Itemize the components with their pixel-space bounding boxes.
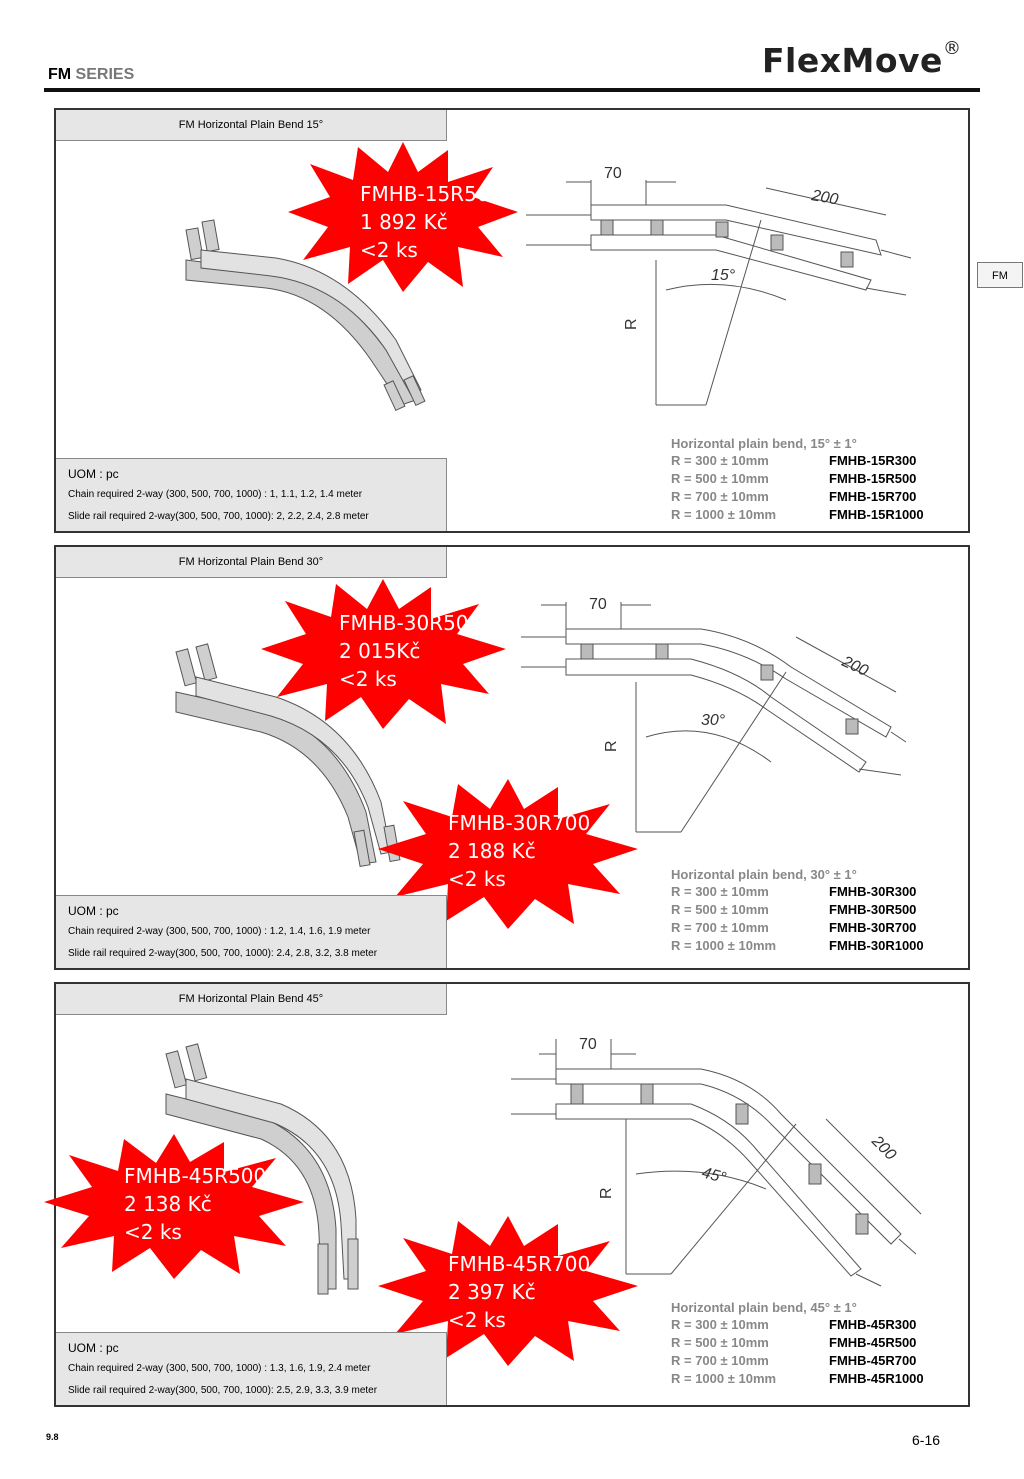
spec-row: [671, 938, 924, 956]
spec-code: FMHB-15R700: [829, 489, 917, 504]
slide-rail-required: Slide rail required 2-way(300, 500, 700, 1000): 2.4, 2.8, 3.2, 3.8 meter: [68, 948, 378, 959]
burst-code: FMHB-30R500: [339, 611, 482, 635]
uom-box: [56, 458, 447, 531]
burst-code: FMHB-15R500: [360, 182, 503, 206]
series-title: [48, 66, 134, 84]
spec-code: FMHB-15R500: [829, 471, 917, 486]
spec-table: [671, 436, 924, 525]
spec-code: FMHB-30R300: [829, 884, 917, 899]
brand-mark: ®: [942, 38, 962, 59]
page-number-left: 9.8: [46, 1432, 59, 1442]
spec-row: [671, 1353, 924, 1371]
brand-name: FlexMove: [762, 41, 943, 80]
uom-label: UOM : pc: [68, 467, 119, 481]
series-prefix: FM: [48, 66, 72, 83]
page-number-right: 6-16: [912, 1432, 941, 1448]
spec-row: [671, 920, 924, 938]
burst-price: 2 397 Kč: [448, 1280, 536, 1304]
spec-table: [671, 867, 924, 956]
header-rule: [44, 88, 980, 92]
uom-box: [56, 1332, 447, 1405]
chain-required: Chain required 2-way (300, 500, 700, 1000) : 1, 1.1, 1.2, 1.4 meter: [68, 489, 363, 500]
spec-radius: R = 300 ± 10mm: [671, 453, 769, 468]
spec-heading: Horizontal plain bend, 15° ± 1°: [671, 436, 857, 451]
dim-length: 200: [810, 187, 840, 209]
dim-angle: 15°: [711, 267, 736, 284]
spec-radius: R = 1000 ± 10mm: [671, 938, 777, 953]
brand-logo: [762, 38, 961, 80]
uom-label: UOM : pc: [68, 1341, 119, 1355]
burst-price: 2 188 Kč: [448, 839, 536, 863]
dimension-drawing-15: [526, 160, 926, 420]
panel-title: FM Horizontal Plain Bend 30°: [56, 547, 447, 578]
spec-code: FMHB-30R500: [829, 902, 917, 917]
dim-length: 200: [839, 653, 871, 680]
panel-bend-30: [54, 545, 970, 970]
spec-heading: Horizontal plain bend, 30° ± 1°: [671, 867, 857, 882]
burst-stock: <2 ks: [339, 667, 397, 691]
burst-code: FMHB-45R500: [124, 1164, 267, 1188]
panel-bend-45: [54, 982, 970, 1407]
spec-row: [671, 902, 924, 920]
spec-code: FMHB-15R1000: [829, 507, 924, 522]
panel-bend-15: [54, 108, 970, 533]
burst-code: FMHB-30R700: [448, 811, 591, 835]
spec-row: [671, 884, 924, 902]
spec-code: FMHB-45R500: [829, 1335, 917, 1350]
slide-rail-required: Slide rail required 2-way(300, 500, 700, 1000): 2, 2.2, 2.4, 2.8 meter: [68, 511, 369, 522]
burst-stock: <2 ks: [360, 238, 418, 262]
spec-row: [671, 471, 924, 489]
uom-box: [56, 895, 447, 968]
spec-radius: R = 700 ± 10mm: [671, 1353, 769, 1368]
burst-stock: <2 ks: [124, 1220, 182, 1244]
series-suffix: SERIES: [71, 66, 135, 83]
price-burst: [261, 579, 506, 729]
spec-radius: R = 700 ± 10mm: [671, 489, 769, 504]
spec-radius: R = 500 ± 10mm: [671, 1335, 769, 1350]
spec-radius: R = 500 ± 10mm: [671, 902, 769, 917]
burst-price: 2 138 Kč: [124, 1192, 212, 1216]
dim-straight: 70: [589, 597, 607, 613]
spec-code: FMHB-45R300: [829, 1317, 917, 1332]
spec-row: [671, 1371, 924, 1389]
panel-title: FM Horizontal Plain Bend 15°: [56, 110, 447, 141]
spec-radius: R = 1000 ± 10mm: [671, 507, 777, 522]
uom-label: UOM : pc: [68, 904, 119, 918]
spec-radius: R = 1000 ± 10mm: [671, 1371, 777, 1386]
spec-radius: R = 500 ± 10mm: [671, 471, 769, 486]
dim-angle: 30°: [701, 712, 726, 729]
panel-title: FM Horizontal Plain Bend 45°: [56, 984, 447, 1015]
spec-heading: Horizontal plain bend, 45° ± 1°: [671, 1300, 857, 1315]
dim-length: 200: [868, 1132, 900, 1164]
spec-radius: R = 700 ± 10mm: [671, 920, 769, 935]
dim-radius: R: [623, 318, 640, 330]
chain-required: Chain required 2-way (300, 500, 700, 1000) : 1.3, 1.6, 1.9, 2.4 meter: [68, 1363, 371, 1374]
price-burst: [44, 1134, 304, 1279]
burst-price: 2 015Kč: [339, 639, 421, 663]
chain-required: Chain required 2-way (300, 500, 700, 1000) : 1.2, 1.4, 1.6, 1.9 meter: [68, 926, 371, 937]
spec-code: FMHB-45R1000: [829, 1371, 924, 1386]
spec-row: [671, 1335, 924, 1353]
spec-code: FMHB-15R300: [829, 453, 917, 468]
dim-angle: 45°: [699, 1164, 728, 1188]
spec-code: FMHB-30R1000: [829, 938, 924, 953]
burst-code: FMHB-45R700: [448, 1252, 591, 1276]
side-tab-fm[interactable]: FM: [977, 262, 1023, 288]
price-burst: [288, 142, 518, 292]
spec-row: [671, 1317, 924, 1335]
spec-code: FMHB-30R700: [829, 920, 917, 935]
burst-stock: <2 ks: [448, 1308, 506, 1332]
dim-radius: R: [598, 1187, 615, 1199]
slide-rail-required: Slide rail required 2-way(300, 500, 700, 1000): 2.5, 2.9, 3.3, 3.9 meter: [68, 1385, 378, 1396]
spec-code: FMHB-45R700: [829, 1353, 917, 1368]
spec-table: [671, 1300, 924, 1389]
dim-radius: R: [603, 740, 620, 752]
dim-straight: 70: [579, 1036, 597, 1053]
dim-straight: 70: [604, 165, 622, 182]
spec-row: [671, 489, 924, 507]
burst-price: 1 892 Kč: [360, 210, 448, 234]
spec-radius: R = 300 ± 10mm: [671, 1317, 769, 1332]
spec-row: [671, 453, 924, 471]
spec-row: [671, 507, 924, 525]
spec-radius: R = 300 ± 10mm: [671, 884, 769, 899]
burst-stock: <2 ks: [448, 867, 506, 891]
